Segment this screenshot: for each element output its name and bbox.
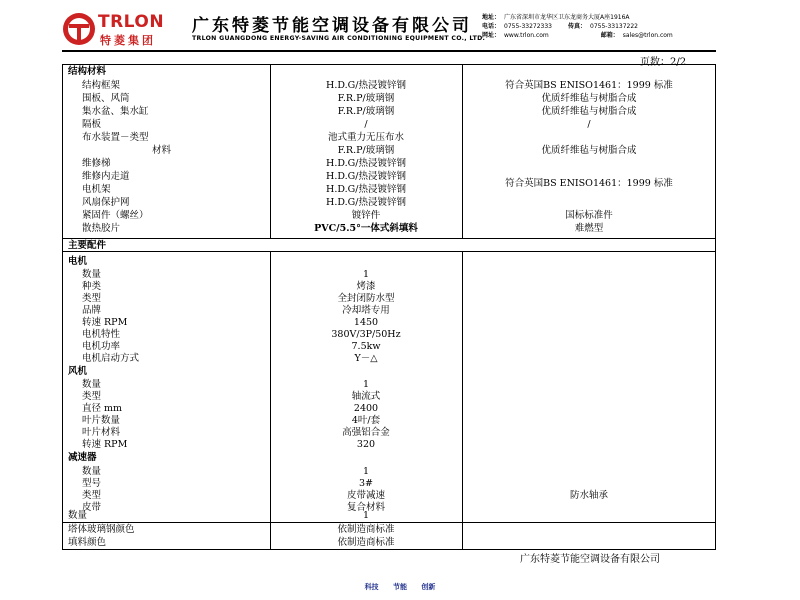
- row-value: 皮带减速: [346, 490, 385, 501]
- row-label: 隔板: [82, 119, 102, 130]
- footer-slogan: 科技 节能 创新: [364, 583, 436, 591]
- table-hline: [62, 522, 716, 523]
- row-label: 散热胶片: [82, 223, 121, 234]
- row-label: 种类: [82, 281, 102, 292]
- row-label: 叶片材料: [82, 427, 121, 438]
- row-material: 池式重力无压布水: [327, 132, 404, 143]
- row-label: 材料: [152, 145, 172, 156]
- trlon-logo-icon: [62, 12, 96, 46]
- row-standard: 符合英国BS ENISO1461：1999 标准: [505, 80, 673, 91]
- row-value: 轴流式: [351, 391, 381, 402]
- table-vline: [462, 251, 463, 522]
- row-value: 380V/3P/50Hz: [331, 329, 401, 340]
- row-label: 转速 RPM: [82, 317, 128, 328]
- row-value: 3#: [358, 478, 373, 489]
- row-standard-merged: 符合英国BS ENISO1461：1999 标准: [505, 178, 673, 189]
- company-logo: [62, 12, 180, 46]
- row-material: H.D.G/热浸镀锌钢: [326, 158, 406, 169]
- row-value: 1450: [353, 317, 379, 328]
- row-standard: /: [587, 119, 591, 130]
- row-material: H.D.G/热浸镀锌钢: [326, 80, 406, 91]
- row-value: Y－△: [354, 353, 378, 364]
- section-title-main-parts: 主要配件: [68, 240, 107, 251]
- row-label: 围板、风筒: [82, 93, 130, 104]
- row-value: 烤漆: [356, 281, 376, 292]
- row-label: 电机启动方式: [82, 353, 140, 364]
- row-material: H.D.G/热浸镀锌钢: [326, 184, 406, 195]
- row-material: 镀锌件: [351, 210, 381, 221]
- subsection-title-fan: 风机: [68, 366, 88, 377]
- logo-english: TRLON: [98, 12, 165, 32]
- subsection-title-reducer: 减速器: [68, 452, 97, 463]
- row-label: 维修内走道: [82, 171, 130, 182]
- row-standard: 国标标准件: [565, 210, 613, 221]
- row-label: 型号: [82, 478, 102, 489]
- row-label: 填料颜色: [68, 537, 107, 548]
- company-name-en: TRLON GUANGDONG ENERGY-SAVING AIR CONDITIONING EQUIPMENT CO., LTD.: [192, 35, 486, 42]
- row-value: 全封闭防水型: [337, 293, 395, 304]
- row-value: 1: [362, 269, 370, 280]
- row-label: 布水装置－类型: [82, 132, 149, 143]
- row-value: 1: [362, 379, 370, 390]
- row-note: 防水轴承: [569, 490, 608, 501]
- row-label: 集水盆、集水缸: [82, 106, 149, 117]
- row-value: 7.5kw: [351, 341, 381, 352]
- table-hline: [62, 238, 716, 239]
- row-value: 冷却塔专用: [342, 305, 390, 316]
- row-label: 数量: [82, 269, 102, 280]
- row-label: 数量: [82, 466, 102, 477]
- row-label: 类型: [82, 293, 102, 304]
- row-label: 转速 RPM: [82, 439, 128, 450]
- row-label: 电机功率: [82, 341, 121, 352]
- row-value: 复合材料: [346, 502, 385, 513]
- section-title-structure: 结构材料: [68, 66, 107, 77]
- company-name-cn: 广东特菱节能空调设备有限公司: [192, 16, 472, 36]
- row-material: /: [364, 119, 368, 130]
- phone-line: 电话： 0755-33272333 传真： 0755-33137222: [482, 23, 638, 30]
- row-label: 类型: [82, 391, 102, 402]
- row-label: 品牌: [82, 305, 102, 316]
- row-label: 数量: [82, 379, 102, 390]
- row-label: 数量: [68, 510, 88, 521]
- row-value: 320: [356, 439, 376, 450]
- contact-block: [482, 13, 673, 40]
- header-divider: [62, 50, 716, 52]
- table-hline: [62, 251, 716, 252]
- row-material: H.D.G/热浸镀锌钢: [326, 171, 406, 182]
- row-label: 紧固件（螺丝）: [82, 210, 149, 221]
- footer-company-name: 广东特菱节能空调设备有限公司: [520, 554, 660, 565]
- row-label: 直径 mm: [82, 403, 123, 414]
- row-value: 1: [362, 466, 370, 477]
- letterhead: [62, 10, 718, 50]
- row-label: 塔体玻璃钢颜色: [68, 524, 135, 535]
- row-value: 依制造商标准: [337, 524, 395, 535]
- row-label: 类型: [82, 490, 102, 501]
- table-vline: [462, 522, 463, 550]
- row-material: F.R.P/玻璃钢: [337, 93, 395, 104]
- row-value: 1: [362, 510, 370, 521]
- row-standard: 优质纤维毡与树脂合成: [541, 106, 637, 117]
- subsection-title-motor: 电机: [68, 256, 88, 267]
- row-standard: 难燃型: [574, 223, 604, 234]
- row-material: PVC/5.5°一体式斜填料: [314, 223, 418, 234]
- row-standard: 优质纤维毡与树脂合成: [541, 145, 637, 156]
- address-line: 地址： 广东省深圳市龙华区卫东龙商务大厦A座1916A: [482, 14, 630, 21]
- row-value: 2400: [353, 403, 379, 414]
- row-label: 结构框架: [82, 80, 121, 91]
- row-label: 风扇保护网: [82, 197, 130, 208]
- row-label: 皮带: [82, 502, 102, 513]
- row-label: 叶片数量: [82, 415, 121, 426]
- logo-chinese: 特菱集团: [100, 34, 156, 47]
- web-line: 网址： www.trlon.com 邮箱： sales@trlon.com: [482, 32, 673, 39]
- row-label: 电机特性: [82, 329, 121, 340]
- row-label: 电机架: [82, 184, 111, 195]
- row-value: 高强铝合金: [342, 427, 390, 438]
- row-label: 维修梯: [82, 158, 111, 169]
- row-material: F.R.P/玻璃钢: [337, 106, 395, 117]
- row-material: H.D.G/热浸镀锌钢: [326, 197, 406, 208]
- row-value: 4叶/套: [351, 415, 381, 426]
- row-standard: 优质纤维毡与树脂合成: [541, 93, 637, 104]
- row-value: 依制造商标准: [337, 537, 395, 548]
- page-number: 页数：2/2: [640, 57, 687, 68]
- row-material: F.R.P/玻璃钢: [337, 145, 395, 156]
